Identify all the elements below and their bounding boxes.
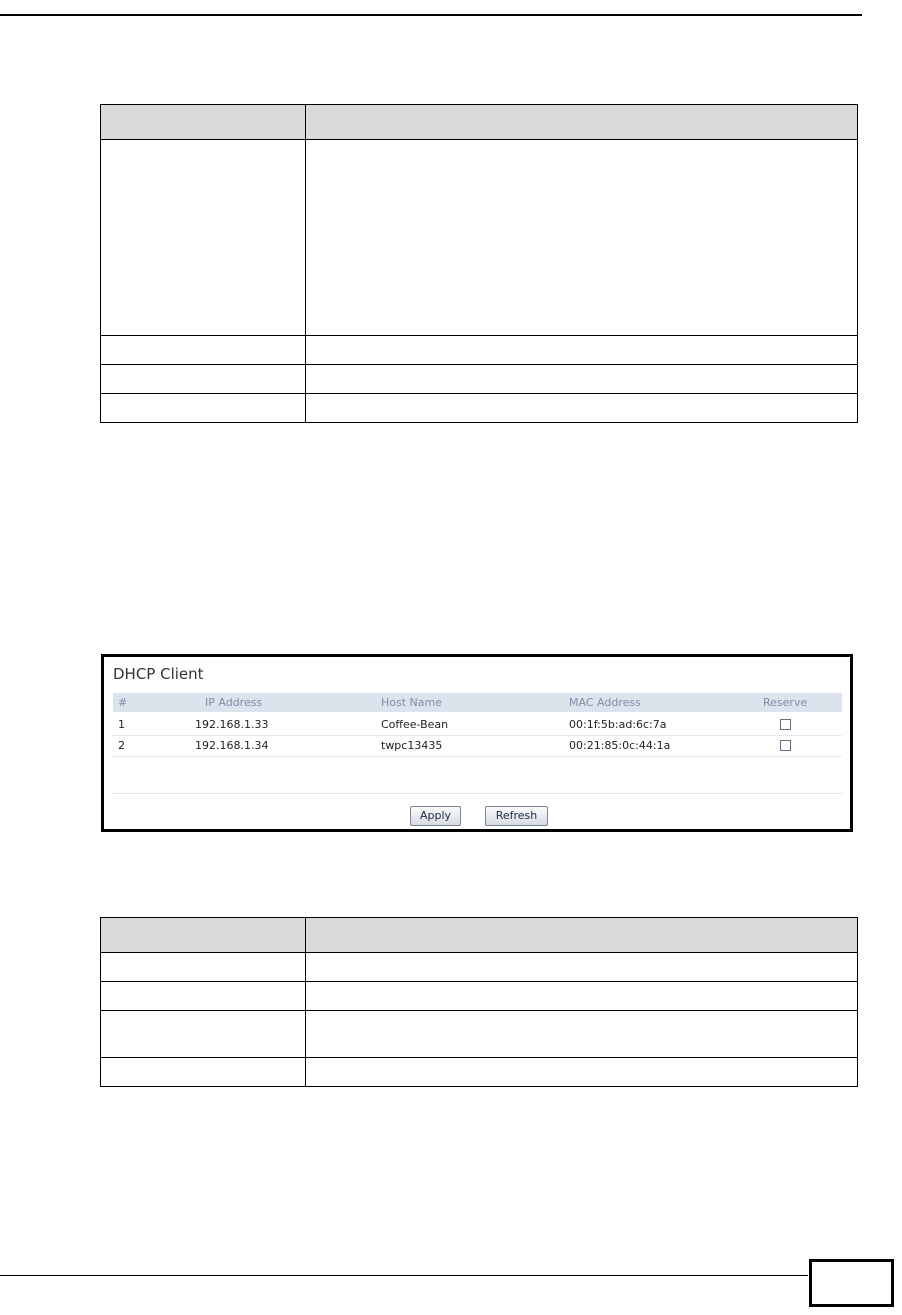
column-header-host-name: Host Name xyxy=(381,696,442,709)
apply-button[interactable]: Apply xyxy=(410,806,461,826)
dhcp-client-title: DHCP Client xyxy=(113,665,204,683)
header-rule xyxy=(0,14,862,16)
table-cell-description xyxy=(306,140,858,336)
column-header-mac-address: MAC Address xyxy=(569,696,641,709)
table-row xyxy=(101,953,858,982)
ip-address-cell: 192.168.1.33 xyxy=(195,718,269,731)
table-row xyxy=(101,1011,858,1058)
table-cell-label xyxy=(101,1058,306,1087)
table-cell-label xyxy=(101,365,306,394)
table-cell-label xyxy=(101,140,306,336)
row-number: 2 xyxy=(118,739,125,752)
footer-rule xyxy=(0,1275,808,1276)
field-description-table-bottom xyxy=(100,917,858,1087)
mac-address-cell: 00:21:85:0c:44:1a xyxy=(569,739,671,752)
table-cell-label xyxy=(101,1011,306,1058)
table-row xyxy=(101,365,858,394)
table-row xyxy=(101,336,858,365)
table-row xyxy=(101,1058,858,1087)
table-row xyxy=(113,715,842,736)
mac-address-cell: 00:1f:5b:ad:6c:7a xyxy=(569,718,667,731)
host-name-cell: twpc13435 xyxy=(381,739,443,752)
row-number: 1 xyxy=(118,718,125,731)
table-header-description xyxy=(306,918,858,953)
client-table-header xyxy=(113,693,842,712)
table-cell-label xyxy=(101,336,306,365)
divider xyxy=(113,793,842,794)
table-row xyxy=(101,140,858,336)
reserve-checkbox[interactable] xyxy=(780,740,791,751)
table-row xyxy=(101,982,858,1011)
table-header-label xyxy=(101,918,306,953)
dhcp-client-screenshot xyxy=(101,654,853,832)
column-header-ip-address: IP Address xyxy=(205,696,263,709)
host-name-cell: Coffee-Bean xyxy=(381,718,449,731)
table-cell-description xyxy=(306,1011,858,1058)
table-cell-description xyxy=(306,953,858,982)
table-cell-description xyxy=(306,1058,858,1087)
column-header-reserve: Reserve xyxy=(763,696,808,709)
refresh-button[interactable]: Refresh xyxy=(485,806,548,826)
table-header-label xyxy=(101,105,306,140)
table-header-description xyxy=(306,105,858,140)
table-row xyxy=(101,394,858,423)
table-cell-description xyxy=(306,394,858,423)
table-cell-description xyxy=(306,365,858,394)
field-description-table-top xyxy=(100,104,858,423)
page-number-box xyxy=(809,1259,894,1307)
reserve-checkbox[interactable] xyxy=(780,719,791,730)
table-cell-description xyxy=(306,982,858,1011)
table-row xyxy=(113,736,842,757)
table-cell-description xyxy=(306,336,858,365)
column-header-number: # xyxy=(118,696,128,709)
table-cell-label xyxy=(101,394,306,423)
table-header-row xyxy=(101,918,858,953)
table-cell-label xyxy=(101,982,306,1011)
table-cell-label xyxy=(101,953,306,982)
ip-address-cell: 192.168.1.34 xyxy=(195,739,269,752)
table-header-row xyxy=(101,105,858,140)
